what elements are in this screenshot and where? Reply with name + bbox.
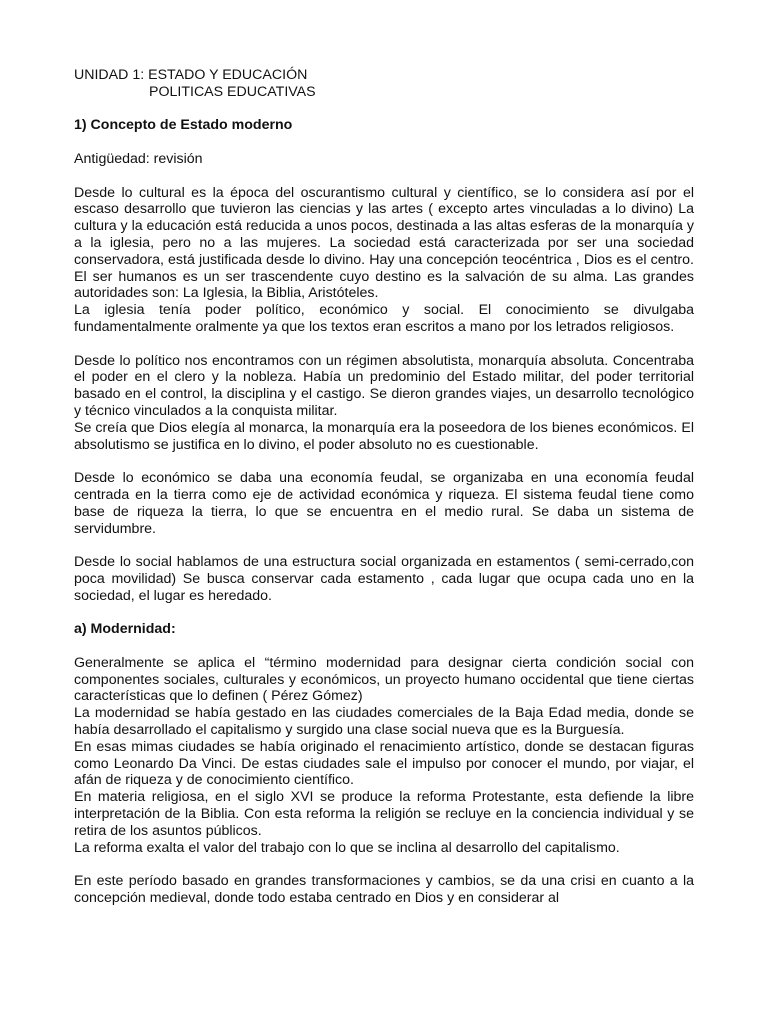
spacer	[74, 168, 694, 185]
spacer	[74, 537, 694, 554]
paragraph-monarca: Se creía que Dios elegía al monarca, la monarquía era la poseedora de los bienes económicos. El absolutismo se justifica en lo divino, el poder absoluto no es cuestionable.	[74, 419, 694, 453]
unit-title: UNIDAD 1: ESTADO Y EDUCACIÓN	[74, 67, 308, 83]
document-page	[74, 67, 694, 907]
paragraph-periodo: En este período basado en grandes transformaciones y cambios, se da una crisi en cuanto a la concepción medieval, donde todo estaba centrado en Dios y en considerar al	[74, 873, 694, 907]
paragraph-modernidad-definicion: Generalmente se aplica el “término modernidad para designar cierta condición social con componentes sociales, culturales y económicos, un proyecto humano occidental que tiene ciertas características que lo definen ( Pérez Gómez)	[74, 654, 694, 705]
paragraph-iglesia: La iglesia tenía poder político, económico y social. El conocimiento se divulgaba fundamentalmente oralmente ya que los textos eran escritos a mano por los letrados religiosos.	[74, 302, 694, 335]
paragraph-trabajo: La reforma exalta el valor del trabajo con lo que se inclina al desarrollo del capitalismo.	[74, 839, 620, 856]
spacer	[74, 101, 694, 118]
spacer	[74, 453, 694, 470]
section-heading-estado-moderno: 1) Concepto de Estado moderno	[74, 117, 293, 134]
paragraph-politico: Desde lo político nos encontramos con un régimen absolutista, monarquía absoluta. Concentraba el poder en el clero y la nobleza. Había un predominio del Estado militar, del poder territorial basado en el control, la disciplina y el castigo. Se dieron grandes viajes, un desarrollo tecnológico y técnico vinculados a la conquista militar.	[74, 352, 694, 419]
spacer	[74, 336, 694, 353]
subheading-antiguedad: Antigüedad: revisión	[74, 150, 203, 167]
spacer	[74, 638, 694, 655]
spacer	[74, 856, 694, 873]
paragraph-reforma: En materia religiosa, en el siglo XVI se produce la reforma Protestante, esta defiende la libre interpretación de la Biblia. Con esta reforma la religión se recluye en la conciencia individual y se retira de los asuntos públicos.	[74, 789, 694, 839]
paragraph-cultural: Desde lo cultural es la época del oscurantismo cultural y científico, se lo considera así por el escaso desarrollo que tuvieron las ciencias y las artes ( excepto artes vinculadas a lo divino) La cultura y la educación está reducida a unos pocos, destinada a las altas esferas de la monarquía y a la iglesia, pero no a las mujeres. La sociedad está caracterizada por ser una sociedad conservadora, está justificada desde lo divino. Hay una concepción teocéntrica , Dios es el centro. El ser humanos es un ser trascendente cuyo destino es la salvación de su alma. Las grandes autoridades son: La Iglesia, la Biblia, Aristóteles.	[74, 184, 694, 302]
paragraph-economico: Desde lo económico se daba una economía feudal, se organizaba en una economía feudal centrada en la tierra como eje de actividad económica y riqueza. El sistema feudal tiene como base de riqueza la tierra, lo que se encuentra en el medio rural. Se daba un sistema de servidumbre.	[74, 470, 694, 537]
spacer	[74, 605, 694, 622]
paragraph-social: Desde lo social hablamos de una estructura social organizada en estamentos ( semi-cerrado,con poca movilidad) Se busca conservar cada estamento , cada lugar que ocupa cada uno en la sociedad, el lugar es heredado.	[74, 554, 694, 604]
spacer	[74, 134, 694, 151]
paragraph-modernidad-burguesia: La modernidad se había gestado en las ciudades comerciales de la Baja Edad media, donde se había desarrollado el capitalismo y surgido una clase social nueva que es la Burguesía.	[74, 705, 694, 739]
section-heading-modernidad: a) Modernidad:	[74, 621, 176, 638]
unit-subtitle: POLITICAS EDUCATIVAS	[149, 83, 316, 100]
paragraph-renacimiento: En esas mimas ciudades se había originado el renacimiento artístico, donde se destacan figuras como Leonardo Da Vinci. De estas ciudades sale el impulso por conocer el mundo, por viajar, el afán de riqueza y de conocimiento científico.	[74, 738, 694, 789]
